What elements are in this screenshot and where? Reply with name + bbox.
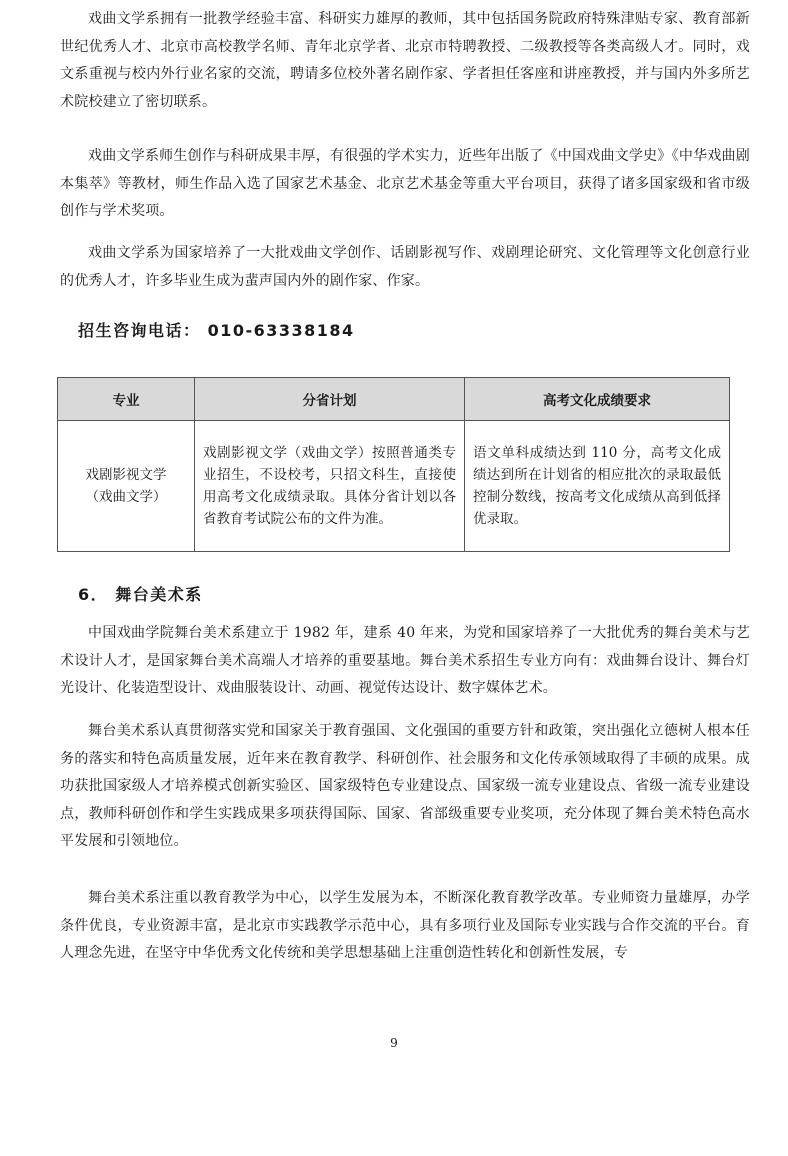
paragraph-stage-art-teaching: 舞台美术系注重以教育教学为中心，以学生发展为本，不断深化教育教学改革。专业师资力量雄厚，办学条件优良，专业资源丰富，是北京市实践教学示范中心，具有多项行业及国际专业实践与合作交流的平台。育人理念先进，在坚守中华优秀文化传统和美学思想基础上注重创造性转化和创新性发展，专 [60,890,750,961]
header-major: 专业 [58,378,195,421]
cell-score-requirement: 语文单科成绩达到 110 分，高考文化成绩达到所在计划省的相应批次的录取最低控制分数线，按高考文化成绩从高到低择优录取。 [465,421,730,552]
paragraph-achievements: 戏曲文学系师生创作与科研成果丰厚，有很强的学术实力，近些年出版了《中国戏曲文学史》《中华戏曲剧本集萃》等教材，师生作品入选了国家艺术基金、北京艺术基金等重大平台项目，获得了诸多国家级和省市级创作与学术奖项。 [60,148,750,219]
major-direction: （戏曲文学） [85,489,167,505]
major-name: 戏剧影视文学 [85,467,167,483]
header-score-requirement: 高考文化成绩要求 [465,378,730,421]
page-number: 9 [390,1036,398,1050]
header-provincial-plan: 分省计划 [195,378,465,421]
table-header-row [58,378,730,421]
paragraph-graduates: 戏曲文学系为国家培养了一大批戏曲文学创作、话剧影视写作、戏剧理论研究、文化管理等文化创意行业的优秀人才，许多毕业生成为蜚声国内外的剧作家、作家。 [60,245,750,289]
paragraph-faculty: 戏曲文学系拥有一批教学经验丰富、科研实力雄厚的教师，其中包括国务院政府特殊津贴专家、教育部新世纪优秀人才、北京市高校教学名师、青年北京学者、北京市特聘教授、二级教授等各类高级人才。同时，戏文系重视与校内外行业名家的交流，聘请多位校外著名剧作家、学者担任客座和讲座教授，并与国内外多所艺术院校建立了密切联系。 [60,11,750,110]
cell-major [58,421,195,552]
section-heading-stage-art: 6． 舞台美术系 [78,585,203,604]
admission-plan-table [57,377,730,552]
admission-contact-phone: 招生咨询电话： 010-63338184 [78,321,355,340]
table-row [58,421,730,552]
paragraph-stage-art-results: 舞台美术系认真贯彻落实党和国家关于教育强国、文化强国的重要方针和政策，突出强化立德树人根本任务的落实和特色高质量发展，近年来在教育教学、科研创作、社会服务和文化传承领域取得了丰硕的成果。成功获批国家级人才培养模式创新实验区、国家级特色专业建设点、国家级一流专业建设点、省级一流专业建设点，教师科研创作和学生实践成果多项获得国际、国家、省部级重要专业奖项，充分体现了舞台美术特色高水平发展和引领地位。 [60,723,750,849]
cell-provincial-plan: 戏剧影视文学（戏曲文学）按照普通类专业招生，不设校考，只招文科生，直接使用高考文化成绩录取。具体分省计划以各省教育考试院公布的文件为准。 [195,421,465,552]
paragraph-stage-art-intro: 中国戏曲学院舞台美术系建立于 1982 年，建系 40 年来，为党和国家培养了一大批优秀的舞台美术与艺术设计人才，是国家舞台美术高端人才培养的重要基地。舞台美术系招生专业方向有：戏曲舞台设计、舞台灯光设计、化装造型设计、戏曲服装设计、动画、视觉传达设计、数字媒体艺术。 [60,625,750,696]
